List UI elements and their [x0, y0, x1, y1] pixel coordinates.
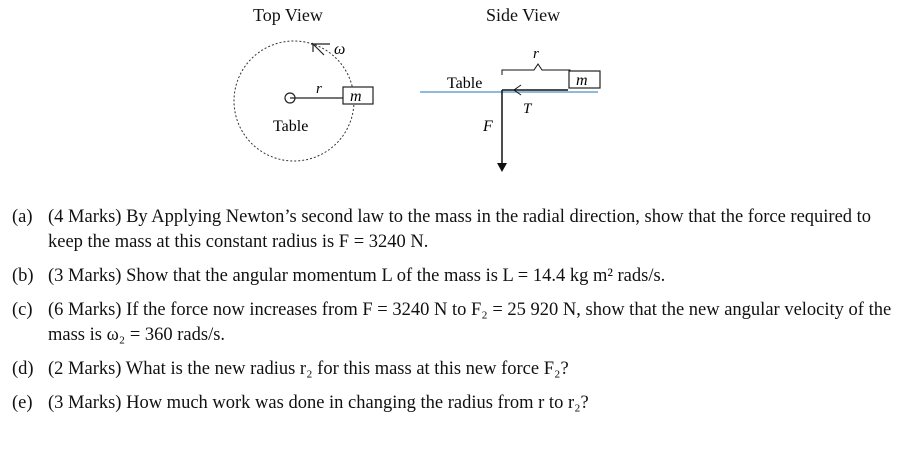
question-text: (6 Marks) If the force now increases from F = 3240 N to F₂ = 25 920 N, show that the new angular velocity of the mass is ω₂ = 360 rads/s.	[48, 300, 892, 345]
side-F-label: F	[483, 118, 493, 135]
omega-label: ω	[334, 41, 346, 58]
side-m-label: m	[576, 72, 588, 89]
diagram-svg	[0, 0, 907, 200]
question-c	[12, 298, 892, 348]
side-T-label: T	[523, 101, 532, 117]
question-label: (a)	[12, 207, 33, 227]
question-label: (c)	[12, 300, 33, 320]
top-m-label: m	[350, 88, 362, 105]
side-r-label: r	[533, 46, 539, 62]
question-label: (e)	[12, 393, 33, 413]
question-text: (4 Marks) By Applying Newton’s second law to the mass in the radial direction, show that the force required to keep the mass at this constant radius is F = 3240 N.	[48, 207, 872, 252]
question-text: (2 Marks) What is the new radius r₂ for this mass at this new force F₂?	[48, 359, 569, 379]
top-view-title: Top View	[253, 5, 323, 25]
question-text: (3 Marks) Show that the angular momentum L of the mass is L = 14.4 kg m² rads/s.	[48, 266, 666, 286]
question-list	[12, 205, 892, 425]
r-brace	[502, 64, 570, 75]
force-arrowhead	[497, 163, 507, 172]
omega-arrow	[311, 43, 330, 55]
top-r-label: r	[316, 81, 322, 97]
top-table-label: Table	[273, 118, 309, 135]
side-view-diagram	[420, 46, 600, 172]
side-view-title: Side View	[486, 5, 561, 25]
question-label: (b)	[12, 266, 34, 286]
question-d	[12, 357, 892, 382]
top-view-diagram	[234, 41, 373, 161]
side-table-label: Table	[447, 75, 483, 92]
question-e	[12, 391, 892, 416]
question-a	[12, 205, 892, 255]
question-label: (d)	[12, 359, 34, 379]
question-b	[12, 264, 892, 289]
question-text: (3 Marks) How much work was done in changing the radius from r to r₂?	[48, 393, 589, 413]
figure	[0, 0, 907, 200]
